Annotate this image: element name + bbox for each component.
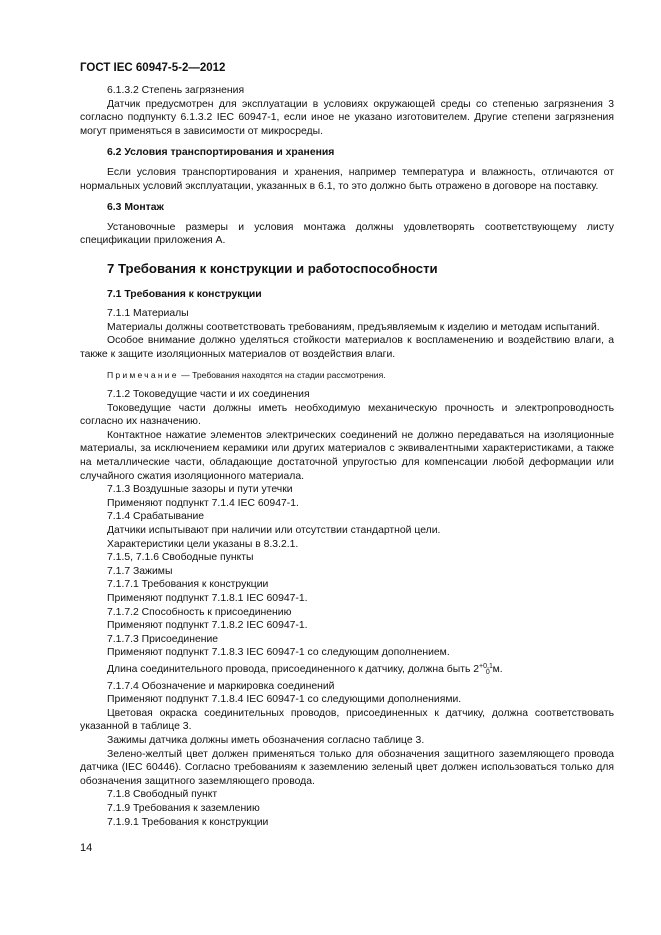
clause-7-1-4-text-2: Характеристики цели указаны в 8.3.2.1.: [107, 538, 299, 550]
section-7-1-heading: 7.1 Требования к конструкции: [107, 288, 262, 300]
clause-7-1-7-1-title: 7.1.7.1 Требования к конструкции: [107, 579, 269, 591]
note-text: — Требования находятся на стадии рассмотрения.: [178, 369, 386, 380]
clause-6-1-3-2-text: Датчик предусмотрен для эксплуатации в условиях окружающей среды со степенью загрязнения 3 согласно подпункту 6.1.3.2 IEC 60947-1, если иное не указано изготовителем. Другие степени загрязнения могут применяться в зависимости от микросреды.: [80, 98, 614, 137]
clause-7-1-7-4-text-2: Цветовая окраска соединительных проводов, присоединенных к датчику, должна соответствовать указанной в таблице 3.: [80, 707, 614, 733]
clause-7-1-7-2-text: Применяют подпункт 7.1.8.2 IEC 60947-1.: [107, 620, 308, 632]
clause-7-1-3-text: Применяют подпункт 7.1.4 IEC 60947-1.: [107, 497, 299, 509]
clause-7-1-9-title: 7.1.9 Требования к заземлению: [107, 802, 260, 814]
clause-7-1-7-4-title: 7.1.7.4 Обозначение и маркировка соединений: [107, 680, 335, 692]
clause-7-1-7-title: 7.1.7 Зажимы: [107, 565, 173, 577]
clause-7-1-7-3-title: 7.1.7.3 Присоединение: [107, 633, 219, 645]
section-7-heading: 7 Требования к конструкции и работоспособности: [107, 260, 438, 276]
clause-7-1-2-title: 7.1.2 Токоведущие части и их соединения: [107, 389, 310, 401]
clause-7-1-2-text-1: Токоведущие части должны иметь необходимую механическую прочность и электропроводность согласно их назначению.: [80, 402, 614, 428]
wire-length-unit: м.: [489, 663, 503, 675]
tolerance-superscript: +0,1: [479, 662, 493, 670]
document-code-header: ГОСТ IEC 60947-5-2—2012: [80, 62, 226, 74]
clause-7-1-9-1-title: 7.1.9.1 Требования к конструкции: [107, 816, 269, 828]
clause-7-1-1-text-1: Материалы должны соответствовать требованиям, предъявляемым к изделию и методам испытаний.: [107, 321, 600, 333]
page-content: [80, 84, 614, 829]
clause-7-1-1-text-2: Особое внимание должно уделяться стойкости материалов к воспламенению и воздействию влаги, а также к защите изоляционных материалов от воздействия влаги.: [80, 335, 614, 360]
section-6-2-heading: 6.2 Условия транспортирования и хранения: [107, 147, 335, 159]
section-6-3-text: Установочные размеры и условия монтажа должны удовлетворять соответствующему листу спецификации приложения А.: [80, 221, 614, 247]
note-label: Примечание: [107, 369, 179, 380]
clause-7-1-7-3-text-1: Применяют подпункт 7.1.8.3 IEC 60947-1 со следующим дополнением.: [107, 647, 450, 659]
clause-7-1-5-7-1-6-title: 7.1.5, 7.1.6 Свободные пункты: [107, 552, 254, 564]
note: [80, 369, 614, 383]
clause-7-1-3-title: 7.1.3 Воздушные зазоры и пути утечки: [107, 484, 293, 496]
section-6-2-text: Если условия транспортирования и хранения, например температура и влажность, отличаются от нормальных условий эксплуатации, указанных в 6.1, то это должно быть отражено в договоре на поставку.: [80, 166, 614, 192]
clause-7-1-7-3-text-2: [80, 660, 614, 680]
clause-7-1-7-4-text-1: Применяют подпункт 7.1.8.4 IEC 60947-1 со следующими дополнениями.: [107, 694, 462, 706]
clause-7-1-4-title: 7.1.4 Срабатывание: [107, 511, 205, 523]
clause-6-1-3-2-title: 6.1.3.2 Степень загрязнения: [107, 85, 245, 96]
clause-7-1-8-title: 7.1.8 Свободный пункт: [107, 789, 218, 801]
clause-7-1-7-4-text-3: Зажимы датчика должны иметь обозначения согласно таблице 3.: [107, 734, 425, 746]
clause-7-1-7-1-text: Применяют подпункт 7.1.8.1 IEC 60947-1.: [107, 593, 308, 604]
clause-7-1-7-4-text-4: Зелено-желтый цвет должен применяться только для обозначения защитного заземляющего провода датчика (IEC 60446). Согласно требованиям к заземлению зеленый цвет должен использоваться только для обозначения защитного заземляющего провода.: [80, 748, 614, 787]
clause-7-1-4-text-1: Датчики испытывают при наличии или отсутствии стандартной цели.: [107, 525, 441, 537]
clause-7-1-1-title: 7.1.1 Материалы: [107, 308, 189, 320]
clause-7-1-2-text-2: Контактное нажатие элементов электрических соединений не должно передаваться на изоляционные материалы, за исключением керамики или других материалов с эквивалентными характеристиками, а также на металлические части, обладающие достаточной упругостью для компенсации любой деформации или случайного сжатия изоляционного материала.: [80, 429, 614, 482]
clause-7-1-7-2-title: 7.1.7.2 Способность к присоединению: [107, 606, 292, 618]
tolerance-subscript: 0: [485, 668, 490, 676]
section-6-3-heading: 6.3 Монтаж: [107, 202, 164, 214]
page-number: 14: [80, 842, 93, 854]
wire-length-text: Длина соединительного провода, присоединенного к датчику, должна быть 2: [107, 663, 480, 675]
